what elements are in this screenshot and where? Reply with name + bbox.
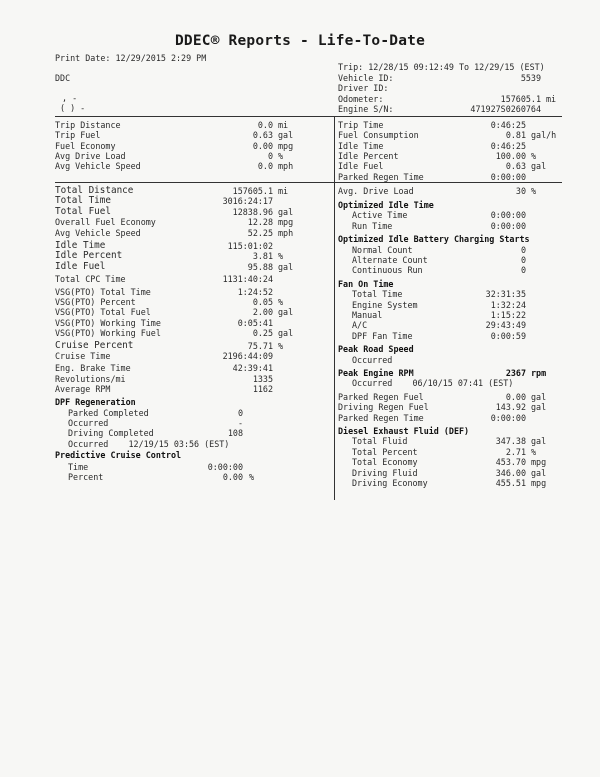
trip-right-label: Idle Fuel (338, 161, 384, 172)
predictive-row-label: Percent (68, 472, 104, 482)
ltd-left-label: Total CPC Time (55, 274, 126, 285)
ltd-left-unit: % (278, 251, 284, 262)
def-row-label: Driving Economy (352, 478, 428, 488)
trip-right-label: Trip Time (338, 120, 384, 130)
regen-value: 0:00:00 (490, 412, 526, 423)
fan-row-label: DPF Fan Time (352, 330, 413, 341)
regen-unit: gal (531, 402, 547, 413)
ltd-left-label: Total Time (55, 195, 111, 207)
peak-rpm-value: 2367 (505, 368, 526, 378)
prs-heading: Peak Road Speed (338, 344, 414, 355)
fan-row-label: Manual (352, 310, 383, 320)
print-date: Print Date: 12/29/2015 2:29 PM (55, 53, 207, 63)
fan-row-value: 29:43:49 (485, 320, 526, 331)
trip-left-value: 0.0 (257, 120, 273, 130)
fan-row-label: Engine System (352, 299, 418, 310)
ltd-left-label: VSG(PTO) Working Time (55, 317, 161, 328)
trip-right-unit: % (531, 150, 537, 161)
header-field-value: 471927S0260764 (470, 103, 541, 114)
oibcs-row-label: Normal Count (352, 244, 413, 255)
ltd-left-unit: mpg (278, 217, 294, 228)
ltd-left-unit: gal (278, 206, 294, 217)
predictive-row-value: 0:00:00 (207, 461, 243, 472)
predictive-heading: Predictive Cruise Control (55, 450, 182, 461)
divider-mid (55, 182, 562, 183)
trip-left-label: Trip Distance (55, 120, 121, 130)
def-row-unit: mpg (531, 478, 547, 488)
oibcs-row-label: Alternate Count (352, 255, 428, 265)
oibcs-row-value: 0 (520, 244, 526, 255)
ltd-left-label: Cruise Percent (55, 339, 134, 351)
ltd-left-unit: % (278, 297, 284, 307)
trip-right-unit: gal (531, 161, 547, 172)
ltd-left-label: VSG(PTO) Total Fuel (55, 307, 151, 318)
def-row-unit: mpg (531, 457, 547, 468)
peak-rpm-unit: rpm (531, 368, 547, 378)
trip-left-label: Fuel Economy (55, 140, 116, 151)
trip-left-label: Trip Fuel (55, 130, 101, 141)
def-row-value: 2.71 (505, 446, 526, 457)
ltd-left-label: Eng. Brake Time (55, 363, 131, 374)
divider-ltd (334, 182, 335, 500)
trip-left-unit: mpg (278, 140, 294, 151)
def-row-label: Driving Fluid (352, 467, 418, 478)
peak-rpm-heading: Peak Engine RPM (338, 368, 414, 378)
ltd-left-unit: gal (278, 261, 294, 272)
ltd-left-value: 1:24:52 (237, 286, 273, 297)
trip-left-unit: % (278, 150, 284, 161)
dpf-row-value: 108 (227, 428, 243, 439)
regen-label: Driving Regen Fuel (338, 402, 429, 413)
dpf-row-label: Occurred (68, 418, 109, 428)
ltd-left-label: Idle Fuel (55, 260, 106, 272)
ltd-left-value: 115:01:02 (227, 241, 273, 251)
ltd-left-value: 12838.96 (232, 206, 273, 217)
oibcs-row-value: 0 (520, 255, 526, 265)
report-title: DDEC® Reports - Life-To-Date (174, 33, 426, 49)
ltd-left-label: Total Fuel (55, 205, 111, 217)
ltd-left-value: 1131:40:24 (222, 274, 273, 285)
ltd-left-unit: gal (278, 328, 294, 339)
fan-row-value: 0:00:59 (490, 330, 526, 341)
def-row-label: Total Economy (352, 457, 418, 468)
dpf-row-label: Driving Completed (68, 428, 154, 439)
ltd-left-label: Revolutions/mi (55, 373, 126, 384)
trip-range: Trip: 12/28/15 09:12:49 To 12/29/15 (EST) (338, 62, 545, 72)
trip-left-value: 0 (267, 150, 273, 161)
regen-value: 143.92 (495, 402, 526, 413)
ltd-left-label: VSG(PTO) Percent (55, 297, 136, 307)
trip-left-value: 0.0 (257, 161, 273, 172)
ltd-left-unit: % (278, 340, 284, 351)
oit-row-label: Run Time (352, 220, 393, 231)
ltd-left-label: Total Distance (55, 185, 134, 196)
fan-row-value: 32:31:35 (485, 289, 526, 300)
trip-right-label: Idle Time (338, 140, 384, 151)
oit-heading: Optimized Idle Time (338, 200, 434, 210)
def-row-unit: gal (531, 467, 547, 478)
regen-label: Parked Regen Time (338, 412, 424, 423)
trip-right-unit: gal/h (531, 130, 557, 141)
header-field-value: 5539 (520, 73, 541, 83)
avg-drive-load-label: Avg. Drive Load (338, 186, 414, 196)
dpf-row-value: - (237, 418, 243, 428)
trip-left-value: 0.63 (252, 130, 273, 141)
ltd-left-unit: mph (278, 227, 294, 238)
def-row-value: 455.51 (495, 478, 526, 488)
phone-line: ( ) - (60, 103, 86, 113)
header-field-label: Driver ID: (338, 83, 389, 94)
dpf-heading: DPF Regeneration (55, 397, 136, 408)
predictive-row-unit: % (249, 472, 255, 482)
fan-row-label: Total Time (352, 289, 403, 300)
dpf-row-label: Occurred 12/19/15 03:56 (EST) (68, 438, 230, 449)
header-field-value: 157605.1 (500, 93, 541, 104)
ltd-left-label: Average RPM (55, 384, 111, 395)
def-row-label: Total Percent (352, 446, 418, 457)
def-heading: Diesel Exhaust Fluid (DEF) (338, 426, 470, 436)
ltd-left-label: VSG(PTO) Total Time (55, 286, 151, 297)
regen-unit: gal (531, 391, 547, 402)
company-name: DDC (55, 73, 71, 83)
regen-value: 0.00 (505, 391, 526, 402)
trip-left-unit: mi (278, 120, 289, 130)
ltd-left-unit: gal (278, 307, 294, 318)
trip-left-value: 0.00 (252, 140, 273, 151)
trip-right-value: 0.63 (505, 161, 526, 172)
trip-right-label: Fuel Consumption (338, 130, 419, 141)
ltd-left-value: 0.25 (252, 328, 273, 339)
ltd-left-value: 157605.1 (232, 186, 273, 196)
fan-row-label: A/C (352, 320, 368, 331)
trip-right-value: 0:46:25 (490, 140, 526, 151)
ltd-left-unit: mi (278, 186, 289, 196)
divider-top (55, 116, 562, 117)
regen-label: Parked Regen Fuel (338, 391, 424, 402)
ltd-left-label: Overall Fuel Economy (55, 217, 156, 228)
peak-rpm-occurred: Occurred 06/10/15 07:41 (EST) (352, 378, 514, 389)
ltd-left-value: 95.88 (247, 261, 273, 272)
ltd-left-label: Idle Percent (55, 250, 123, 262)
oit-row-value: 0:00:00 (490, 220, 526, 231)
ltd-left-value: 12.28 (247, 217, 273, 228)
predictive-row-label: Time (68, 461, 89, 472)
ltd-left-value: 52.25 (247, 227, 273, 238)
ltd-left-value: 1162 (252, 384, 273, 395)
ltd-left-value: 0:05:41 (237, 317, 273, 328)
trip-left-label: Avg Drive Load (55, 150, 126, 161)
header-field-label: Engine S/N: (338, 103, 394, 114)
def-row-value: 346.00 (495, 467, 526, 478)
divider-trip (334, 116, 335, 182)
ltd-left-value: 75.71 (247, 340, 273, 351)
def-row-value: 347.38 (495, 436, 526, 447)
dpf-row-label: Parked Completed (68, 407, 149, 418)
oit-row-label: Active Time (352, 210, 408, 221)
def-row-label: Total Fluid (352, 436, 408, 447)
def-row-unit: gal (531, 436, 547, 447)
fan-row-value: 1:32:24 (490, 299, 526, 310)
def-row-value: 453.70 (495, 457, 526, 468)
dpf-row-value: 0 (237, 407, 243, 418)
fan-row-value: 1:15:22 (490, 310, 526, 320)
header-field-label: Odometer: (338, 93, 384, 104)
address-line: , - (62, 93, 78, 103)
avg-drive-load-value: 30 (515, 186, 526, 196)
ltd-left-label: VSG(PTO) Working Fuel (55, 328, 161, 339)
oibcs-row-label: Continuous Run (352, 265, 423, 276)
ltd-left-label: Idle Time (55, 240, 106, 251)
trip-left-unit: mph (278, 161, 294, 172)
ltd-left-value: 2196:44:09 (222, 351, 273, 361)
def-row-unit: % (531, 446, 537, 457)
ltd-left-label: Cruise Time (55, 351, 111, 361)
header-field-unit: mi (546, 93, 557, 104)
trip-right-value: 0.81 (505, 130, 526, 141)
predictive-row-value: 0.00 (222, 472, 243, 482)
ltd-left-value: 3.81 (252, 251, 273, 262)
ltd-left-label: Avg Vehicle Speed (55, 227, 141, 238)
oit-row-value: 0:00:00 (490, 210, 526, 221)
trip-left-unit: gal (278, 130, 294, 141)
trip-left-label: Avg Vehicle Speed (55, 161, 141, 172)
trip-right-label: Parked Regen Time (338, 171, 424, 182)
fan-heading: Fan On Time (338, 278, 394, 289)
ltd-left-value: 42:39:41 (232, 363, 273, 374)
avg-drive-load-unit: % (531, 186, 537, 196)
prs-row-label: Occurred (352, 354, 393, 365)
trip-right-value: 0:00:00 (490, 171, 526, 182)
trip-right-value: 100.00 (495, 150, 526, 161)
ltd-left-value: 2.00 (252, 307, 273, 318)
ltd-left-value: 1335 (252, 373, 273, 384)
trip-right-label: Idle Percent (338, 150, 399, 161)
oibcs-heading: Optimized Idle Battery Charging Starts (338, 234, 530, 245)
ltd-left-value: 0.05 (252, 297, 273, 307)
oibcs-row-value: 0 (520, 265, 526, 276)
trip-right-value: 0:46:25 (490, 120, 526, 130)
header-field-label: Vehicle ID: (338, 73, 394, 83)
ltd-left-value: 3016:24:17 (222, 196, 273, 207)
